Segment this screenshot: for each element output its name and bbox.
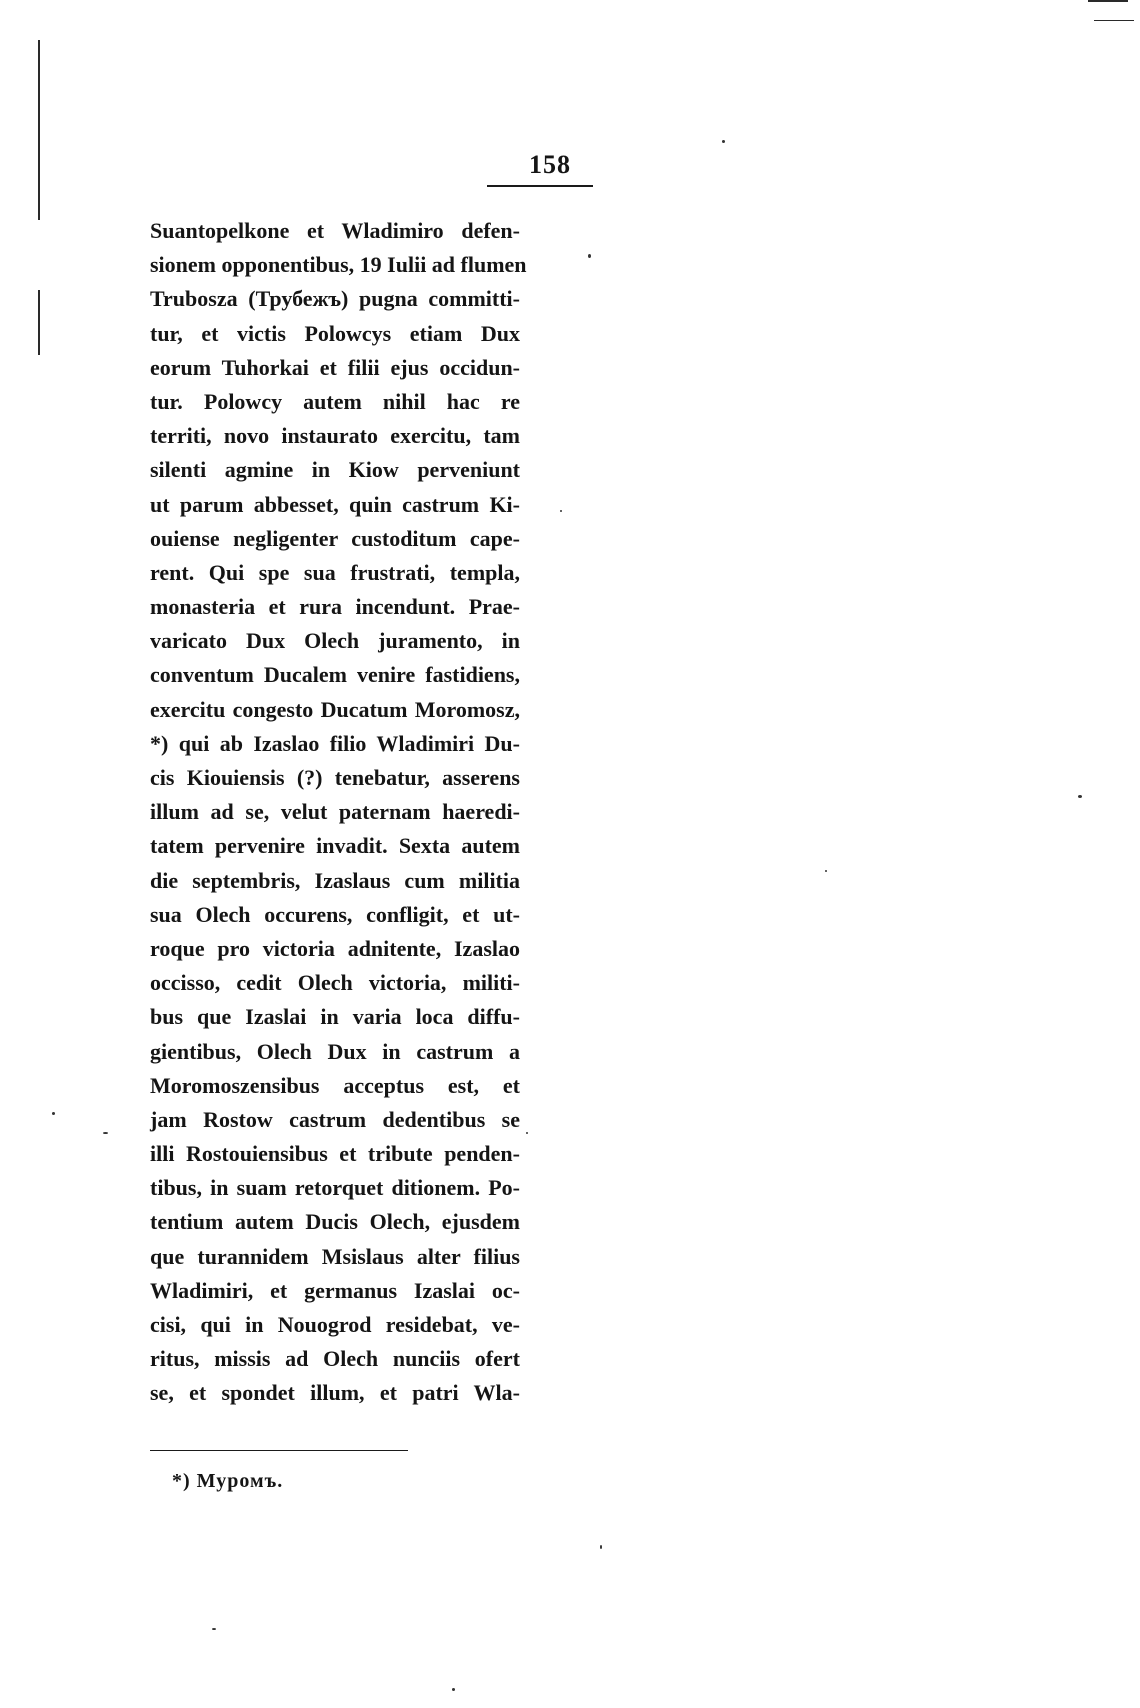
text-line: gientibus, Olech Dux in castrum a: [150, 1038, 520, 1064]
text-line: ut parum abbesset, quin castrum Ki-: [150, 491, 520, 517]
text-line: sua Olech occurens, confligit, et ut-: [150, 901, 520, 927]
scan-speck: [452, 1688, 455, 1691]
text-line: varicato Dux Olech juramento, in: [150, 628, 520, 654]
scan-speck: [1078, 795, 1082, 798]
text-line: cis Kiouiensis (?) tenebatur, asserens: [150, 765, 520, 790]
text-line: tatem pervenire invadit. Sexta autem: [150, 833, 520, 859]
text-line: illi Rostouiensibus et tribute penden-: [150, 1141, 520, 1167]
text-line: bus que Izaslai in varia loca diffu-: [150, 1004, 520, 1030]
text-line: conventum Ducalem venire fastidiens,: [150, 662, 520, 688]
text-line: monasteria et rura incendunt. Prae-: [150, 594, 520, 620]
scan-speck: [526, 1132, 528, 1134]
text-line: illum ad se, velut paternam haeredi-: [150, 799, 520, 825]
text-line: que turannidem Msislaus alter filius: [150, 1243, 520, 1269]
scan-edge-mark: [1088, 0, 1128, 2]
text-line: territi, novo instaurato exercitu, tam: [150, 423, 520, 449]
text-line: roque pro victoria adnitente, Izaslao: [150, 935, 520, 961]
text-line: se, et spondet illum, et patri Wla-: [150, 1380, 520, 1406]
scan-speck: [588, 254, 591, 258]
text-line: *) qui ab Izaslao filio Wladimiri Du-: [150, 730, 520, 756]
text-line: rent. Qui spe sua frustrati, templa,: [150, 559, 520, 585]
text-line: Trubosza (Трубежъ) pugna committi-: [150, 286, 520, 312]
text-line: cisi, qui in Nouogrod residebat, ve-: [150, 1312, 520, 1337]
page-number: 158: [529, 150, 571, 179]
header-rule: [487, 185, 593, 187]
scan-edge-mark: [38, 40, 40, 220]
scan-speck: [825, 870, 827, 872]
text-line: occisso, cedit Olech victoria, militi-: [150, 970, 520, 996]
scan-speck: [103, 1132, 108, 1134]
footnote: *) Муромъ.: [172, 1470, 284, 1492]
scan-speck: [212, 1628, 216, 1630]
text-line: ritus, missis ad Olech nunciis ofert: [150, 1346, 520, 1372]
text-line: tentium autem Ducis Olech, ejusdem: [150, 1209, 520, 1235]
text-line: tur, et victis Polowcys etiam Dux: [150, 320, 520, 346]
footnote-rule: [150, 1450, 408, 1451]
text-line: ouiense negligenter custoditum cape-: [150, 525, 520, 551]
text-line: silenti agmine in Kiow perveniunt: [150, 457, 520, 483]
text-line: exercitu congesto Ducatum Moromosz,: [150, 696, 520, 722]
scan-speck: [560, 510, 562, 512]
text-line: tur. Polowcy autem nihil hac re: [150, 388, 520, 414]
text-line: tibus, in suam retorquet ditionem. Po-: [150, 1175, 520, 1201]
text-line: Moromoszensibus acceptus est, et: [150, 1072, 520, 1098]
scan-speck: [600, 1545, 602, 1549]
scan-edge-mark: [1094, 20, 1134, 21]
text-line: sionem opponentibus, 19 Iulii ad flumen: [150, 252, 527, 278]
scan-speck: [722, 140, 725, 143]
scan-speck: [52, 1112, 55, 1115]
body-text: [150, 214, 527, 1411]
text-line: jam Rostow castrum dedentibus se: [150, 1106, 520, 1132]
text-line: Suantopelkone et Wladimiro defen-: [150, 218, 520, 243]
scan-edge-mark: [38, 290, 40, 355]
text-line: eorum Tuhorkai et filii ejus occidun-: [150, 354, 520, 380]
text-line: Wladimiri, et germanus Izaslai oc-: [150, 1277, 520, 1303]
text-line: die septembris, Izaslaus cum militia: [150, 867, 520, 893]
